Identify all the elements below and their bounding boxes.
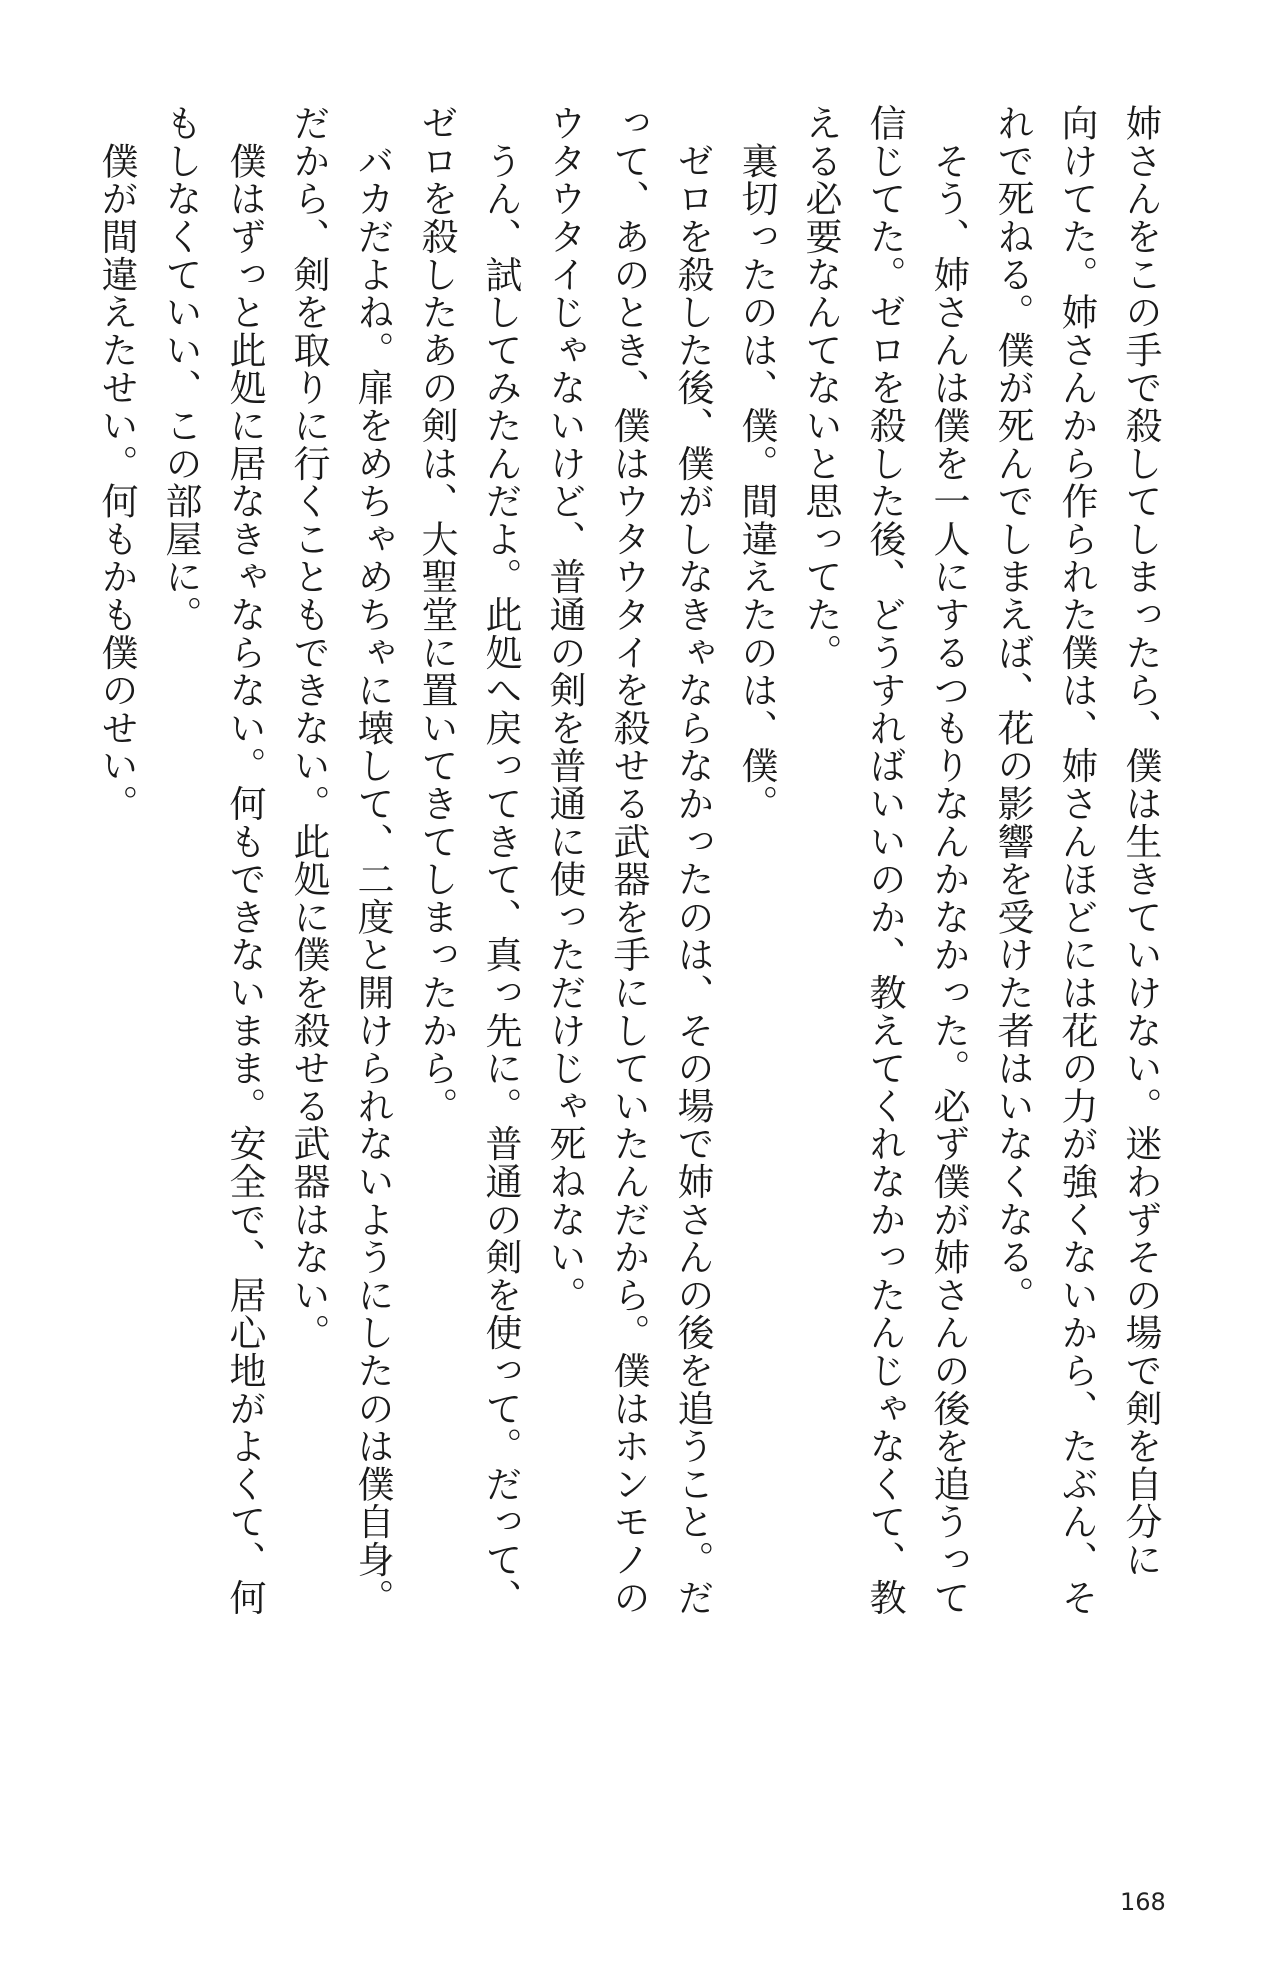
text-line: って、あのとき、僕はウタウタイを殺せる武器を手にしていたんだから。僕はホンモノの [607,104,650,1616]
text-line: うん、試してみたんだよ。此処へ戻ってきて、真っ先に。普通の剣を使って。だって、 [479,104,522,1616]
text-line: 僕が間違えたせい。何もかも僕のせい。 [95,104,138,823]
text-line: バカだよね。扉をめちゃめちゃに壊して、二度と開けられないようにしたのは僕自身。 [351,104,394,1616]
text-line: ゼロを殺したあの剣は、大聖堂に置いてきてしまったから。 [415,104,458,1125]
text-line: 信じてた。ゼロを殺した後、どうすればいいのか、教えてくれなかったんじゃなくて、教 [863,104,906,1616]
body-text [84,104,1172,1644]
text-line: 向けてた。姉さんから作られた僕は、姉さんほどには花の力が強くないから、たぶん、そ [1055,104,1098,1616]
text-line: そう、姉さんは僕を一人にするつもりなんかなかった。必ず僕が姉さんの後を追うって [927,104,970,1616]
text-line: 裏切ったのは、僕。間違えたのは、僕。 [735,104,778,823]
text-line: える必要なんてないと思ってた。 [799,104,842,671]
text-line: 姉さんをこの手で殺してしまったら、僕は生きていけない。迷わずその場で剣を自分に [1119,104,1162,1579]
text-line: 僕はずっと此処に居なきゃならない。何もできないまま。安全で、居心地がよくて、何 [223,104,266,1616]
text-line: れで死ねる。僕が死んでしまえば、花の影響を受けた者はいなくなる。 [991,104,1034,1314]
page-number: 168 [1120,1888,1166,1916]
text-line: だから、剣を取りに行くこともできない。此処に僕を殺せる武器はない。 [287,104,330,1352]
text-line: ゼロを殺した後、僕がしなきゃならなかったのは、その場で姉さんの後を追うこと。だ [671,104,714,1616]
text-line: もしなくていい、この部屋に。 [159,104,202,634]
text-line: ウタウタイじゃないけど、普通の剣を普通に使っただけじゃ死ねない。 [543,104,586,1314]
